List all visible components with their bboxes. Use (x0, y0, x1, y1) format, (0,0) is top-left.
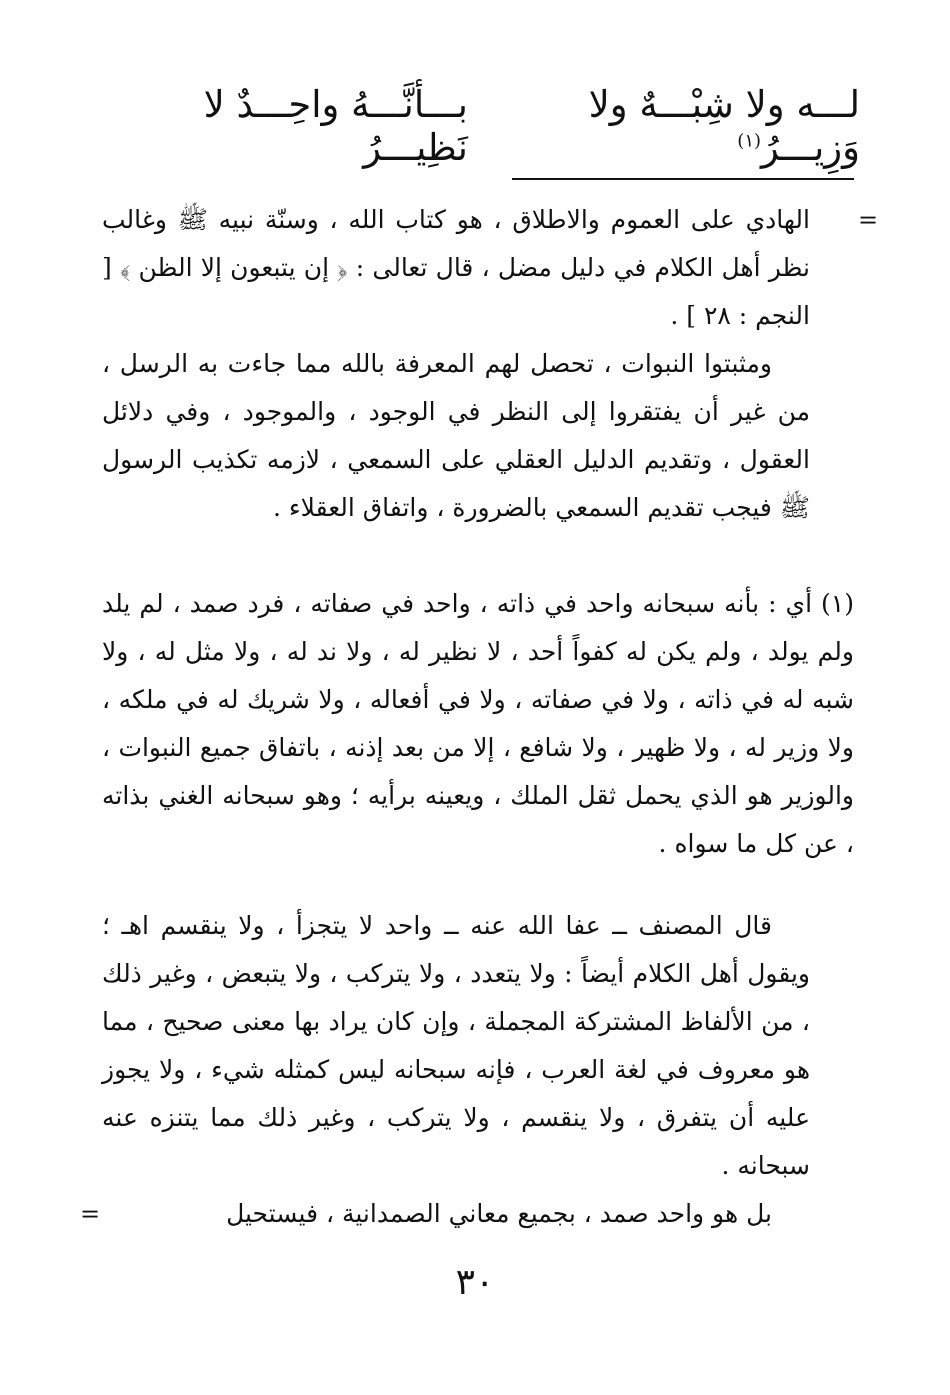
commentary-paragraph-1: الهادي على العموم والاطلاق ، هو كتاب الله ، وسنّة نبيه ﷺ وغالب نظر أهل الكلام في دليل مضل ، قال تعالى : ﴿ إن يتبعون إلا الظن ﴾ [ النجم : ٢٨ ] . (102, 205, 810, 330)
footnote-paragraph-3: بل هو واحد صمد ، بجميع معاني الصمدانية ، فيستحيل (226, 1199, 772, 1228)
footnote-continuation-block (102, 902, 810, 1238)
footnote-paragraph-1 (102, 580, 854, 868)
page-number: ٣٠ (455, 1262, 495, 1303)
footnote-reference: (١) (737, 130, 762, 152)
poem-verse (100, 83, 860, 169)
continuation-mark-top: = (858, 206, 879, 234)
footnote-divider (512, 178, 854, 180)
verse-second-hemistich (468, 83, 860, 169)
commentary-paragraph-2: ومثبتوا النبوات ، تحصل لهم المعرفة بالله مما جاءت به الرسل ، من غير أن يفتقروا إلى النظر في الوجود ، والموجود ، وفي دلائل العقول ، وتقديم الدليل العقلي على السمعي ، لازمه تكذيب الرسول ﷺ فيجب تقديم السمعي بالضرورة ، واتفاق العقلاء . (102, 349, 810, 522)
verse-first-hemistich: بـــأنَّـــهُ واحِـــدٌ لا نَظِيـــرُ (203, 83, 468, 169)
commentary-block (102, 196, 810, 532)
footnote-paragraph-2: قال المصنف ــ عفا الله عنه ــ واحد لا يتجزأ ، ولا ينقسم اهـ ؛ ويقول أهل الكلام أيضاً : ولا يتعدد ، ولا يتركب ، ولا يتبعض ، وغير ذلك ، من الألفاظ المشتركة المجملة ، وإن كان يراد بها معنى صحيح ، مما هو معروف في لغة العرب ، فإنه سبحانه ليس كمثله شيء ، ولا يجوز عليه أن يتفرق ، ولا ينقسم ، ولا يتركب ، وغير ذلك مما يتنزه عنه سبحانه . (102, 911, 811, 1180)
verse-second-hemistich-text: لـــه ولا شِبْـــهٌ ولا وَزِيـــرُ (588, 83, 860, 169)
footnote-paragraph-1-text: أي : بأنه سبحانه واحد في ذاته ، واحد في صفاته ، فرد صمد ، لم يلد ولم يولد ، ولم يكن له كفواً أحد ، لا نظير له ، ولا ند له ، ولا مثل له ، ولا شبه له في ذاته ، ولا في صفاته ، ولا في أفعاله ، ولا شريك له في ملكه ، ولا وزير له ، ولا ظهير ، ولا شافع ، إلا من بعد إذنه ، باتفاق جميع النبوات ، والوزير هو الذي يحمل ثقل الملك ، ويعينه برأيه ؛ وهو سبحانه الغني بذاته ، عن كل ما سواه . (102, 589, 854, 858)
continuation-mark-bottom: = (80, 1200, 101, 1228)
footnote-marker: (١) (821, 589, 854, 618)
footnote-block (102, 580, 854, 868)
